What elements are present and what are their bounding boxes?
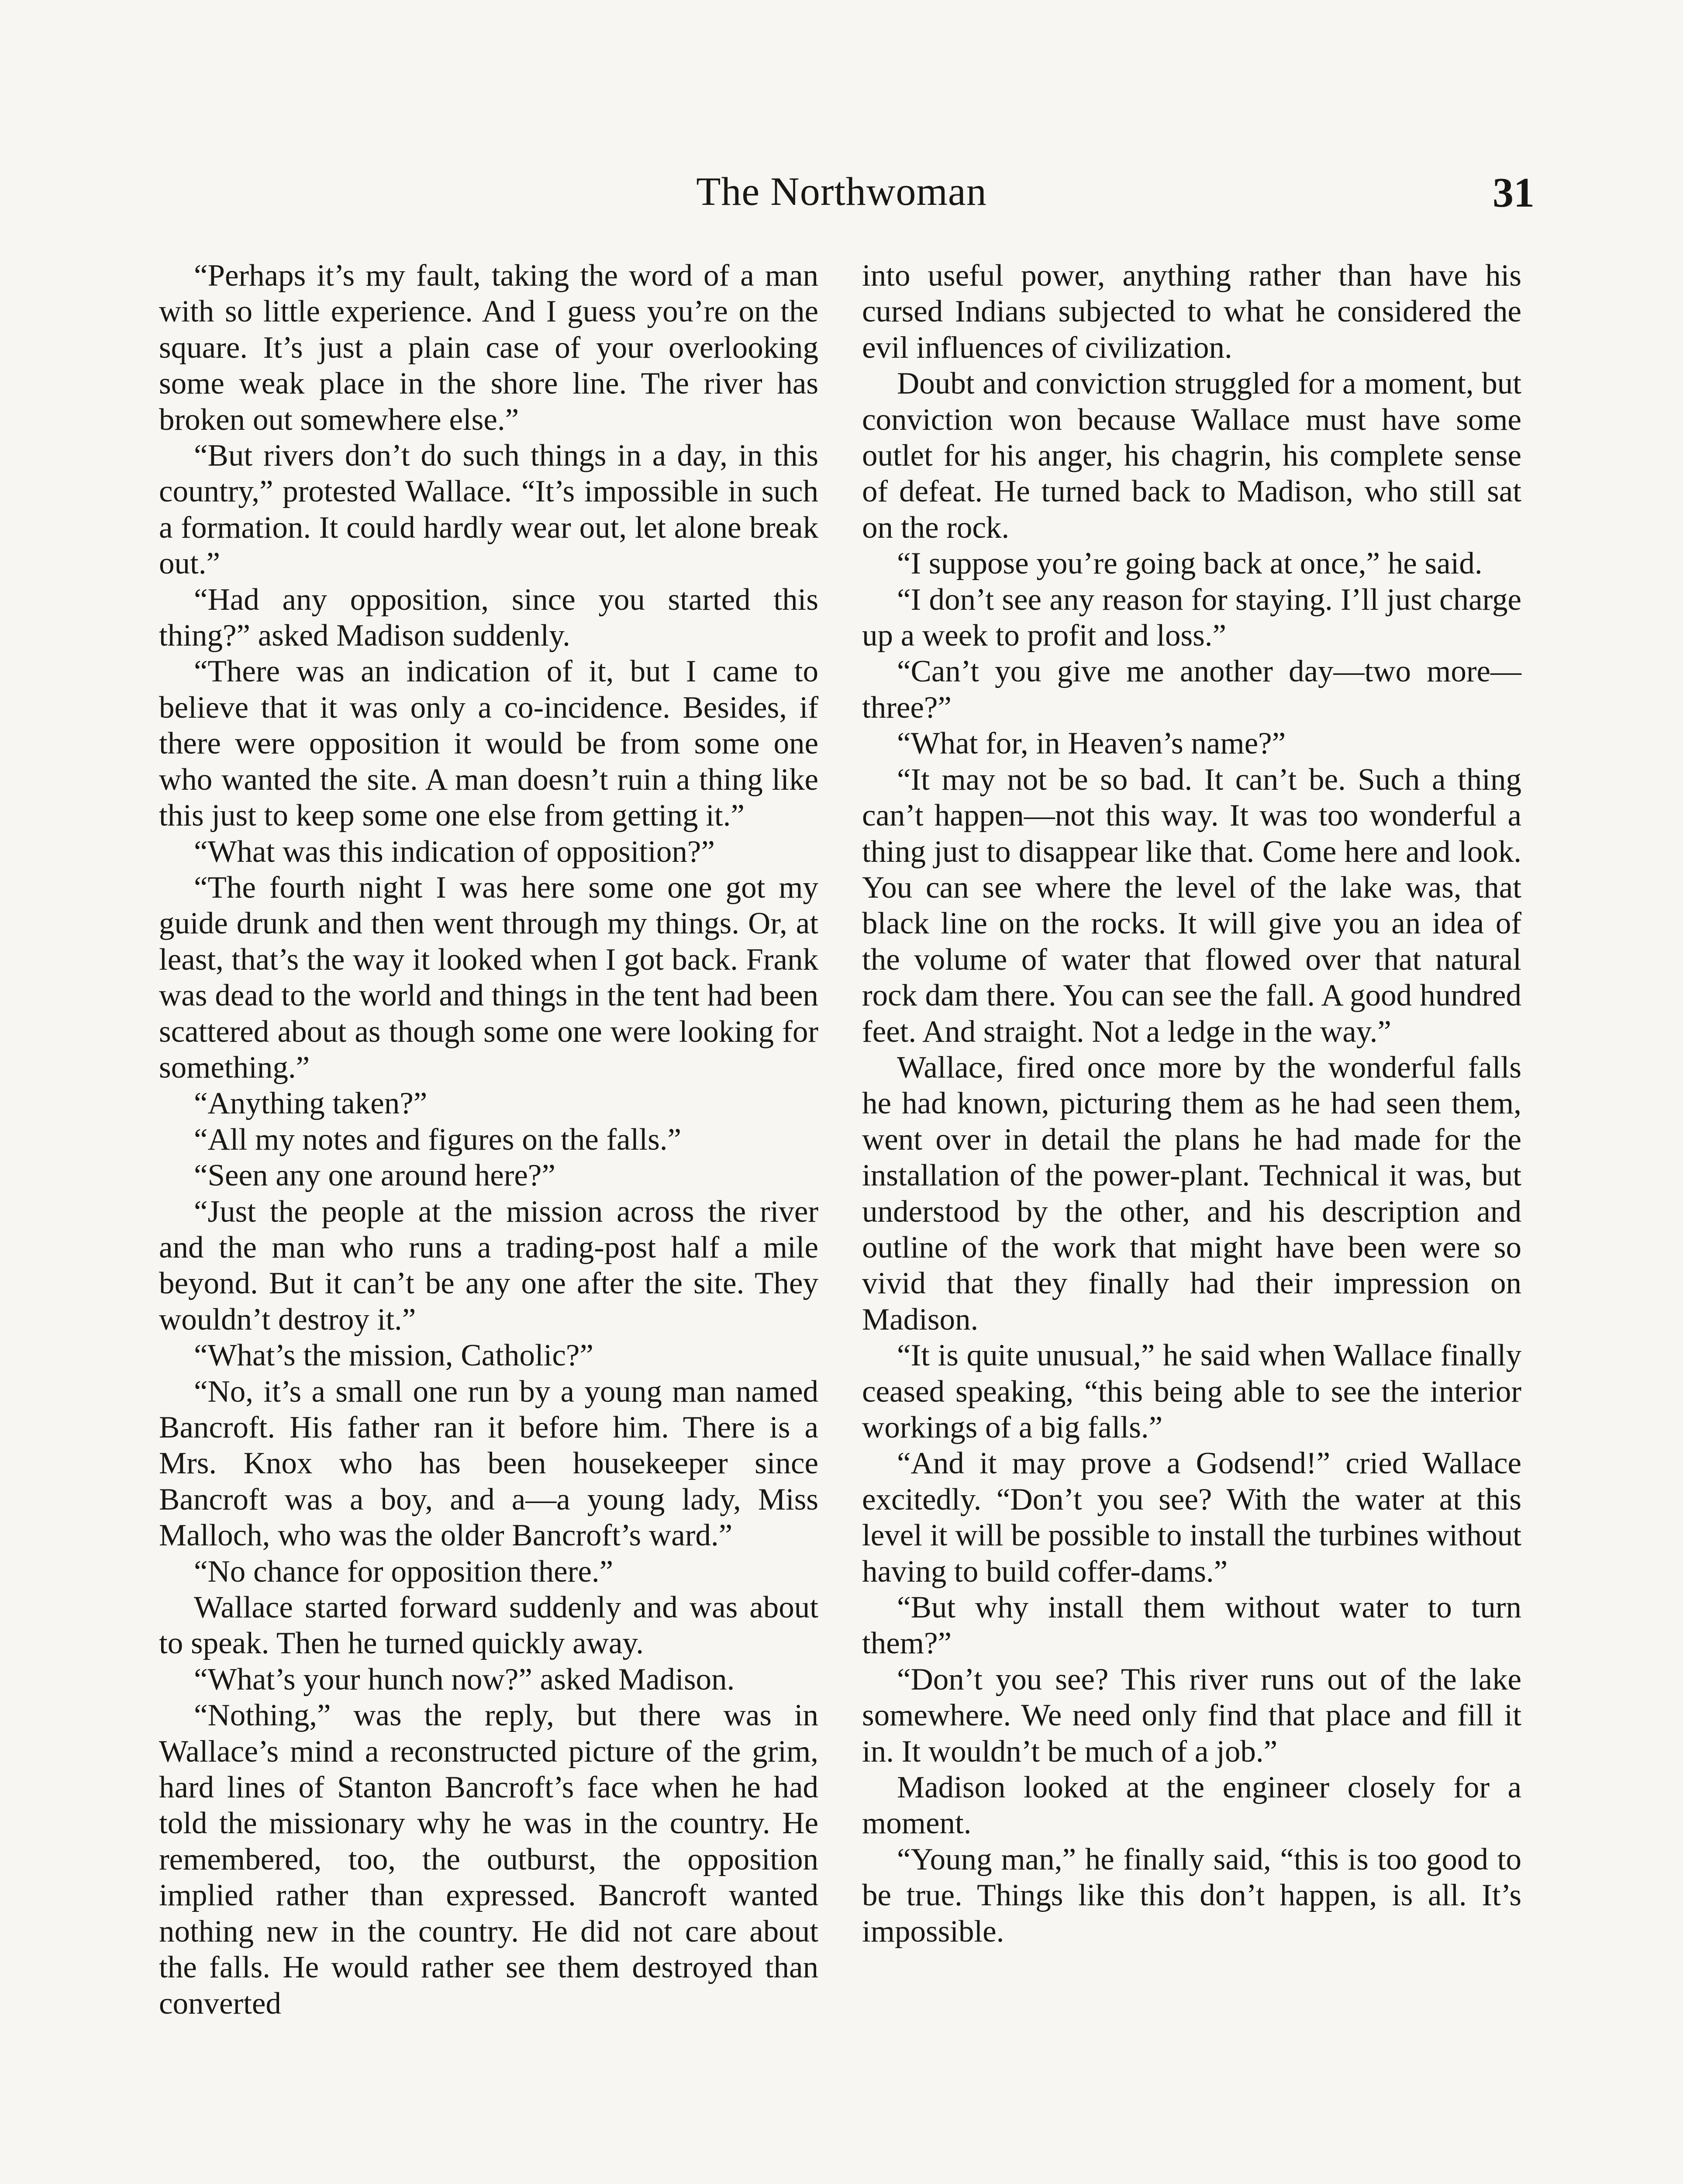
paragraph: “It is quite unusual,” he said when Wallace finally ceased speaking, “this being able to see the interior workings of a big falls.” — [862, 1338, 1521, 1444]
paragraph: “Nothing,” was the reply, but there was in Wallace’s mind a reconstructed picture of the grim, hard lines of Stanton Bancroft’s face when he had told the missionary why he was in the country. He remembered, too, the outburst, the opposition implied rather than expressed. Bancroft wanted nothing new in the country. He did not care about the falls. He would rather see them destroyed than converted — [159, 1698, 818, 2021]
paragraph: “Had any opposition, since you started this thing?” asked Madison suddenly. — [159, 582, 818, 653]
paragraph: “What for, in Heaven’s name?” — [897, 726, 1286, 761]
paragraph: “Young man,” he finally said, “this is too good to be true. Things like this don’t happen, is all. It’s impossible. — [862, 1842, 1521, 1949]
paragraph: “I suppose you’re going back at once,” he said. — [897, 546, 1483, 581]
paragraph: “Seen any one around here?” — [194, 1158, 555, 1193]
paragraph: “I don’t see any reason for staying. I’ll just charge up a week to profit and loss.” — [862, 582, 1521, 653]
paragraph: Madison looked at the engineer closely for a moment. — [862, 1770, 1521, 1841]
paragraph: “All my notes and figures on the falls.” — [194, 1122, 681, 1157]
paragraph: “And it may prove a Godsend!” cried Wallace excitedly. “Don’t you see? With the water at this level it will be possible to install the turbines without having to build coffer-dams.” — [862, 1446, 1521, 1589]
paragraph: “What’s the mission, Catholic?” — [194, 1338, 593, 1373]
paragraph: “But rivers don’t do such things in a day, in this country,” protested Wallace. “It’s impossible in such a formation. It could hardly wear out, let alone break out.” — [159, 439, 818, 581]
paragraph: “But why install them without water to turn them?” — [862, 1590, 1521, 1661]
page-number: 31 — [1493, 169, 1535, 216]
paragraph: “Can’t you give me another day—two more—three?” — [862, 654, 1521, 725]
paragraph: Wallace, fired once more by the wonderful falls he had known, picturing them as he had seen them, went over in detail the plans he had made for the installation of the power-plant. Technical it was, but understood by the other, and his description and outline of the work that might have been were so vivid that they finally had their impression on Madison. — [862, 1050, 1521, 1337]
paragraph: “It may not be so bad. It can’t be. Such a thing can’t happen—not this way. It was too wonderful a thing just to disappear like that. Come here and look. You can see where the level of the lake was, that black line on the rocks. It will give you an idea of the volume of water that flowed over that natural rock dam there. You can see the fall. A good hundred feet. And straight. Not a ledge in the way.” — [862, 762, 1521, 1049]
paragraph: “What’s your hunch now?” asked Madison. — [194, 1662, 735, 1697]
right-column — [862, 258, 1521, 1949]
continued-paragraph: into useful power, anything rather than have his cursed Indians subjected to what he considered the evil influences of civilization. — [862, 259, 1521, 365]
paragraph: “Anything taken?” — [194, 1086, 428, 1121]
paragraph: Wallace started forward suddenly and was about to speak. Then he turned quickly away. — [159, 1590, 818, 1661]
page-title: The Northwoman — [696, 169, 987, 214]
paragraph: “There was an indication of it, but I came to believe that it was only a co-incidence. Besides, if there were opposition it would be from some one who wanted the site. A man doesn’t ruin a thing like this just to keep some one else from getting it.” — [159, 654, 818, 833]
paragraph: “No, it’s a small one run by a young man named Bancroft. His father ran it before him. There is a Mrs. Knox who has been housekeeper since Bancroft was a boy, and a—a young lady, Miss Malloch, who was the older Bancroft’s ward.” — [159, 1374, 818, 1553]
paragraph: “Perhaps it’s my fault, taking the word of a man with so little experience. And I guess you’re on the square. It’s just a plain case of your overlooking some weak place in the shore line. The river has broken out somewhere else.” — [159, 259, 818, 437]
paragraph: “Don’t you see? This river runs out of the lake somewhere. We need only find that place and fill it in. It wouldn’t be much of a job.” — [862, 1662, 1521, 1769]
paragraph: “What was this indication of opposition?” — [194, 834, 715, 869]
paragraph: “No chance for opposition there.” — [194, 1554, 614, 1589]
paragraph: Doubt and conviction struggled for a moment, but conviction won because Wallace must have some outlet for his anger, his chagrin, his complete sense of defeat. He turned back to Madison, who still sat on the rock. — [862, 366, 1521, 545]
left-column — [159, 258, 818, 2022]
paragraph: “The fourth night I was here some one got my guide drunk and then went through my things. Or, at least, that’s the way it looked when I got back. Frank was dead to the world and things in the tent had been scattered about as though some one were looking for something.” — [159, 870, 818, 1085]
paragraph: “Just the people at the mission across the river and the man who runs a trading-post half a mile beyond. But it can’t be any one after the site. They wouldn’t destroy it.” — [159, 1194, 818, 1337]
